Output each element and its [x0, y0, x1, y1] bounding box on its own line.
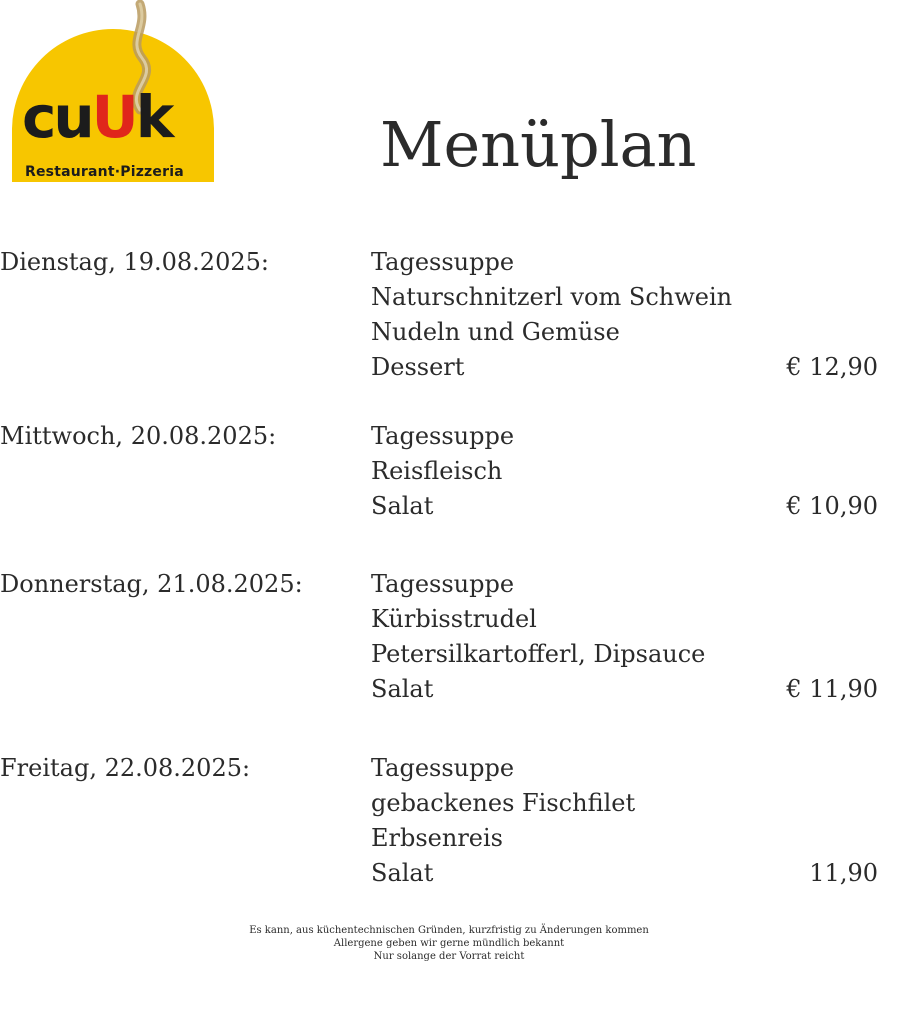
page-title: Menüplan: [380, 108, 697, 181]
menu-item: Nudeln und Gemüse: [371, 318, 620, 346]
menu-items: [371, 567, 705, 707]
footer-note: Es kann, aus küchentechnischen Gründen, kurzfristig zu Änderungen kommen: [249, 925, 649, 936]
menu-item: Salat: [371, 675, 434, 703]
menu-item: Salat: [371, 859, 434, 887]
day-label: Mittwoch, 20.08.2025:: [0, 422, 277, 450]
restaurant-logo: [8, 0, 218, 186]
logo-subtitle: Restaurant·Pizzeria: [25, 164, 184, 180]
menu-items: [371, 751, 635, 891]
day-label: Donnerstag, 21.08.2025:: [0, 570, 303, 598]
menu-item: Naturschnitzerl vom Schwein: [371, 283, 733, 311]
menu-item: Tagessuppe: [371, 248, 515, 276]
menu-item: Tagessuppe: [371, 570, 515, 598]
menu-price: € 12,90: [786, 353, 878, 381]
footer-notes: [0, 924, 898, 963]
menu-item: Tagessuppe: [371, 754, 515, 782]
menu-items: [371, 245, 732, 385]
menu-item: Tagessuppe: [371, 422, 515, 450]
menu-item: Reisfleisch: [371, 457, 503, 485]
menu-price: € 11,90: [786, 675, 878, 703]
menu-item: Kürbisstrudel: [371, 605, 537, 633]
menu-item: Petersilkartofferl, Dipsauce: [371, 640, 706, 668]
menu-price: € 10,90: [786, 492, 878, 520]
menu-item: Dessert: [371, 353, 465, 381]
day-label: Dienstag, 19.08.2025:: [0, 248, 269, 276]
footer-note: Allergene geben wir gerne mündlich bekannt: [333, 938, 565, 949]
footer-note: Nur solange der Vorrat reicht: [373, 951, 525, 962]
menu-price: 11,90: [809, 859, 878, 887]
logo-wordmark: cuUk: [22, 83, 172, 151]
menu-item: Erbsenreis: [371, 824, 503, 852]
day-label: Freitag, 22.08.2025:: [0, 754, 251, 782]
menu-items: [371, 419, 514, 524]
menu-item: gebackenes Fischfilet: [371, 789, 636, 817]
menu-item: Salat: [371, 492, 434, 520]
